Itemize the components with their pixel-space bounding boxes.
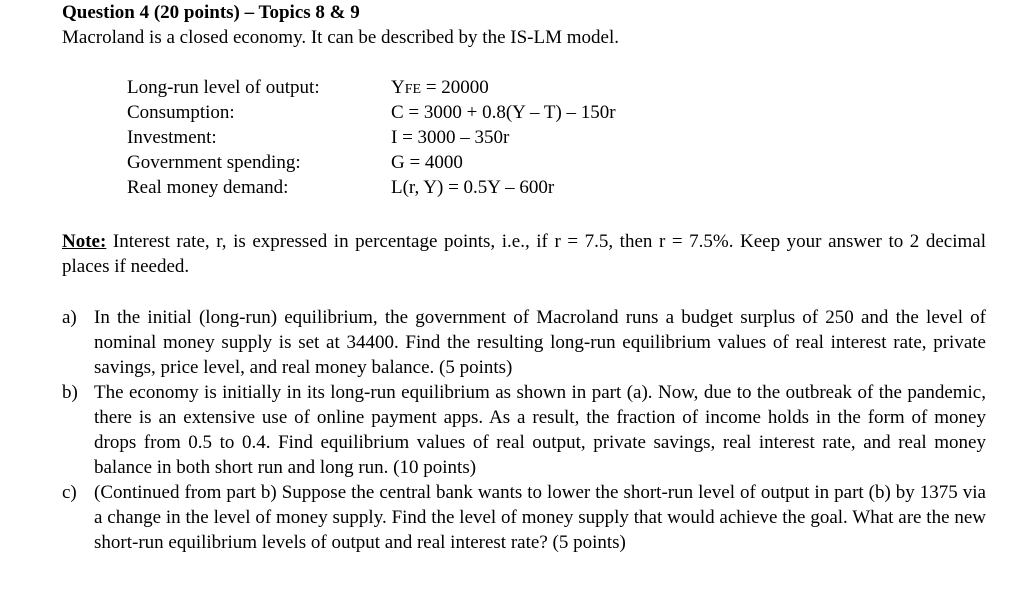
- question-list: [62, 305, 986, 555]
- intro-text: Macroland is a closed economy. It can be described by the IS-LM model.: [62, 27, 619, 48]
- question-marker: a): [62, 307, 77, 328]
- question-part-b: [62, 380, 986, 480]
- question-text: In the initial (long-run) equilibrium, the government of Macroland runs a budget surplus of 250 and the level of nominal money supply is set at 34400. Find the resulting long-run equilibrium values of real interest rate, private savings, price level, and real money balance. (5 points): [94, 307, 986, 378]
- model-label: Real money demand:: [127, 177, 289, 198]
- model-row-government: [127, 150, 616, 175]
- question-marker: c): [62, 482, 77, 503]
- question-part-a: [62, 305, 986, 380]
- note-text: Interest rate, r, is expressed in percentage points, i.e., if r = 7.5, then r = 7.5%. Keep your answer to 2 decimal places if needed.: [62, 231, 986, 277]
- model-equation: G = 4000: [391, 152, 463, 173]
- question-part-c: [62, 480, 986, 555]
- note-label: Note:: [62, 231, 107, 252]
- note-paragraph: [62, 229, 986, 279]
- question-text: The economy is initially in its long-run equilibrium as shown in part (a). Now, due to the outbreak of the pandemic, there is an extensive use of online payment apps. As a result, the fraction of income holds in the form of money drops from 0.5 to 0.4. Find equilibrium values of real output, private savings, real interest rate, and real money balance in both short run and long run. (10 points): [94, 382, 986, 478]
- model-row-money-demand: [127, 175, 616, 200]
- question-heading: Question 4 (20 points) – Topics 8 & 9: [62, 2, 360, 23]
- model-label: Investment:: [127, 127, 217, 148]
- model-equation: [391, 75, 489, 100]
- model-label: Government spending:: [127, 152, 301, 173]
- model-label: Consumption:: [127, 102, 235, 123]
- equation-rest: = 20000: [421, 77, 489, 98]
- model-row-investment: [127, 125, 616, 150]
- model-equation: L(r, Y) = 0.5Y – 600r: [391, 177, 555, 198]
- equation-main: Y: [391, 77, 405, 98]
- model-row-consumption: [127, 100, 616, 125]
- model-row-output: [127, 75, 616, 100]
- model-equation: C = 3000 + 0.8(Y – T) – 150r: [391, 102, 616, 123]
- model-equations: [127, 75, 616, 200]
- question-marker: b): [62, 382, 78, 403]
- equation-subscript: FE: [404, 82, 422, 97]
- model-equation: I = 3000 – 350r: [391, 127, 510, 148]
- question-text: (Continued from part b) Suppose the central bank wants to lower the short-run level of output in part (b) by 1375 via a change in the level of money supply. Find the level of money supply that would achieve the goal. What are the new short-run equilibrium levels of output and real interest rate? (5 points): [94, 482, 986, 553]
- model-label: Long-run level of output:: [127, 77, 320, 98]
